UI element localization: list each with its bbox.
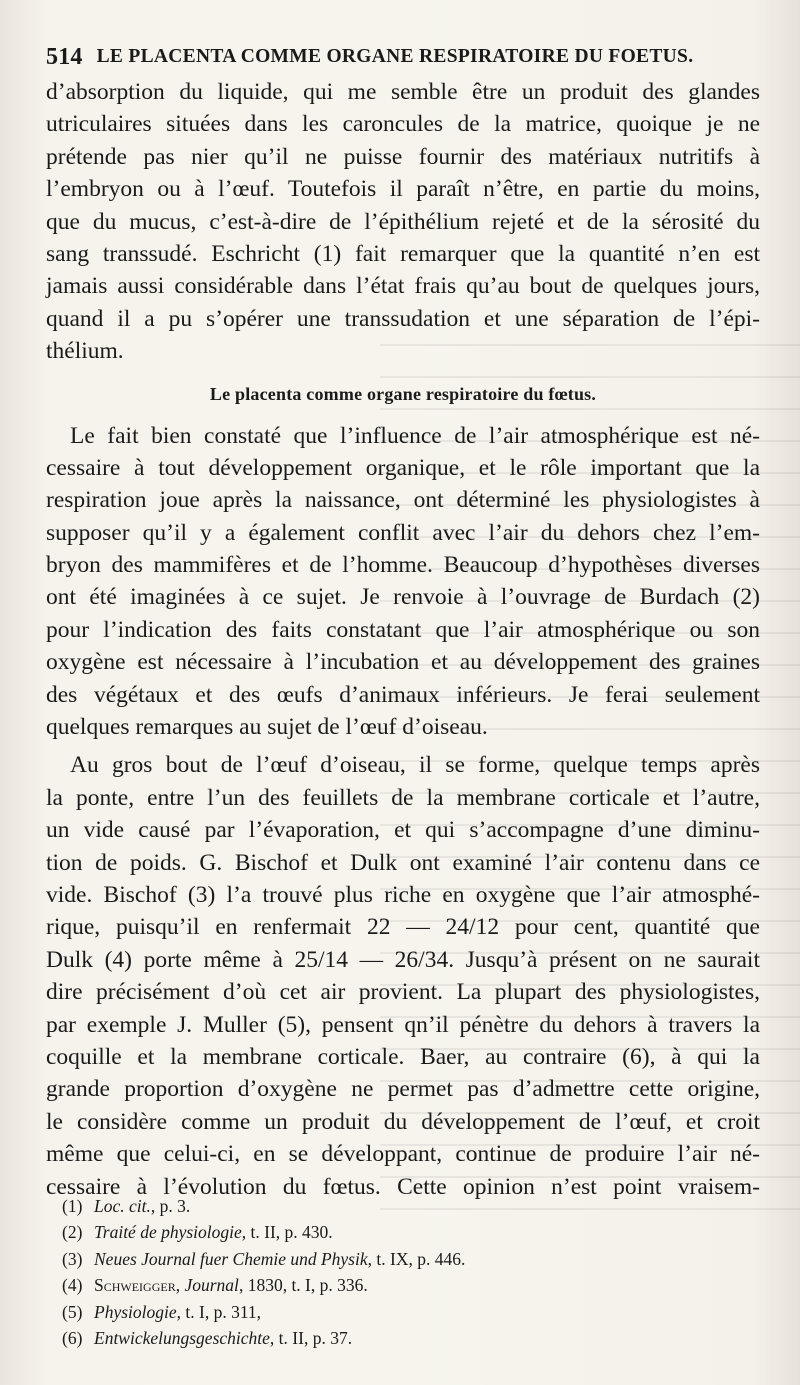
text-line: Dulk (4) porte même à 25/14 — 26/34. Jusqu’à présent on ne saurait	[46, 946, 760, 973]
footnote-title: Entwickelungsgeschichte	[94, 1327, 270, 1348]
footnote	[62, 1246, 742, 1272]
paragraph-1	[46, 76, 760, 368]
footnote-ref: , t. II, p. 37.	[269, 1327, 353, 1348]
footnote-mark: (1)	[62, 1196, 83, 1216]
text-line: par exemple J. Muller (5), pensent qn’il pénètre du dehors à travers la	[46, 1011, 760, 1038]
text-line: dire précisément d’où cet air provient. La plupart des physiologistes,	[46, 979, 760, 1006]
text-line: sang transsudé. Eschricht (1) fait remarquer que la quantité n’en est	[46, 240, 760, 267]
footnote-mark: (4)	[62, 1275, 83, 1296]
text-line: Au gros bout de l’œuf d’oiseau, il se forme, quelque temps après	[70, 752, 760, 779]
text-line: grande proportion d’oxygène ne permet pas d’admettre cette origine,	[46, 1076, 760, 1103]
text-line: bryon des mammifères et de l’homme. Beaucoup d’hypothèses diverses	[46, 552, 760, 579]
footnote-title: Journal	[184, 1275, 239, 1296]
text-line: un vide causé par l’évaporation, et qui s’accompagne d’une diminu-	[46, 817, 760, 844]
footnotes	[62, 1193, 742, 1351]
footnote	[62, 1299, 742, 1325]
footnote-title: Physiologie	[94, 1301, 177, 1322]
text-line: d’absorption du liquide, qui me semble être un produit des glandes	[46, 79, 760, 105]
text-line: pour l’indication des faits constatant que l’air atmosphérique ou son	[46, 616, 760, 643]
footnote	[62, 1325, 742, 1351]
text-line: respiration joue après la naissance, ont déterminé les physiologistes à	[46, 487, 760, 514]
page-number: 514	[46, 43, 83, 70]
text-line: la ponte, entre l’un des feuillets de la membrane corticale et l’autre,	[46, 784, 760, 811]
footnote-ref: , 1830, t. I, p. 336.	[238, 1275, 368, 1296]
text-line: supposer qu’il y a également conflit avec l’air du dehors chez l’em-	[46, 519, 760, 546]
running-header	[46, 40, 736, 74]
text-line: vide. Bischof (3) l’a trouvé plus riche en oxygène que l’air atmosphé-	[46, 881, 760, 908]
footnote-author: Schweigger	[94, 1275, 176, 1296]
body-text	[46, 76, 760, 1203]
paragraph-2	[46, 420, 760, 744]
text-line: tion de poids. G. Bischof et Dulk ont examiné l’air contenu dans ce	[46, 849, 760, 876]
text-line: jamais aussi considérable dans l’état frais qu’au bout de quelques jours,	[46, 273, 760, 300]
text-line: rique, puisqu’il en renfermait 22 — 24/12 pour cent, quantité que	[46, 914, 760, 941]
text-line: que du mucus, c’est-à-dire de l’épithélium rejeté et de la sérosité du	[46, 208, 760, 235]
section-heading: Le placenta comme organe respiratoire du fœtus.	[209, 383, 597, 404]
footnote: (4) Schweigger, Journal, 1830, t. I, p. 336.	[62, 1272, 742, 1298]
text-line: des végétaux et des œufs d’animaux inférieurs. Je ferai seulement	[46, 681, 760, 708]
text-line: quand il a pu s’opérer une transsudation et une séparation de l’épi-	[46, 305, 760, 332]
text-line: utriculaires situées dans les caroncules de la matrice, quoique je ne	[46, 111, 760, 138]
text-line: Le fait bien constaté que l’influence de l’air atmosphérique est né-	[70, 422, 760, 449]
text-line: cessaire à tout développement organique, et le rôle important que la	[46, 454, 760, 481]
footnote	[62, 1219, 742, 1245]
paragraph-3	[46, 749, 760, 1202]
text-line: cessaire à l’évolution du fœtus. Cette opinion n’est point vraisem-	[46, 1173, 760, 1200]
footnote-mark: (2)	[62, 1222, 83, 1243]
text-line: le considère comme un produit du développement de l’œuf, et croit	[46, 1108, 760, 1135]
footnote	[62, 1193, 742, 1219]
footnote-mark: (6)	[62, 1327, 83, 1348]
text-line: coquille et la membrane corticale. Baer, au contraire (6), à qui la	[46, 1043, 760, 1070]
text-line: prétende pas nier qu’il ne puisse fournir des matériaux nutritifs à	[46, 143, 760, 170]
text-line: ont été imaginées à ce sujet. Je renvoie à l’ouvrage de Burdach (2)	[46, 584, 760, 611]
footnote-title: Neues Journal fuer Chemie und Physik	[94, 1248, 368, 1269]
footnote-ref: , t. IX, p. 446.	[367, 1248, 466, 1269]
footnote-ref: , t. I, p. 311,	[176, 1301, 262, 1322]
text-line: oxygène est nécessaire à l’incubation et au développement des graines	[46, 649, 760, 676]
footnote-title: Loc. cit.	[94, 1196, 151, 1216]
footnote-mark: (3)	[62, 1248, 83, 1269]
text-line: même que celui-ci, en se développant, continue de produire l’air né-	[46, 1141, 760, 1168]
text-line: thélium.	[46, 338, 124, 365]
running-title: LE PLACENTA COMME ORGANE RESPIRATOIRE DU FOETUS.	[96, 46, 694, 67]
footnote-ref: , t. II, p. 430.	[241, 1222, 333, 1243]
text-line: l’embryon ou à l’œuf. Toutefois il paraît n’être, en partie du moins,	[46, 176, 760, 203]
footnote-ref: , p. 3.	[150, 1196, 191, 1216]
text-line: quelques remarques au sujet de l’œuf d’oiseau.	[46, 714, 488, 741]
footnote-mark: (5)	[62, 1301, 83, 1322]
footnote-title: Traité de physiologie	[94, 1222, 242, 1243]
